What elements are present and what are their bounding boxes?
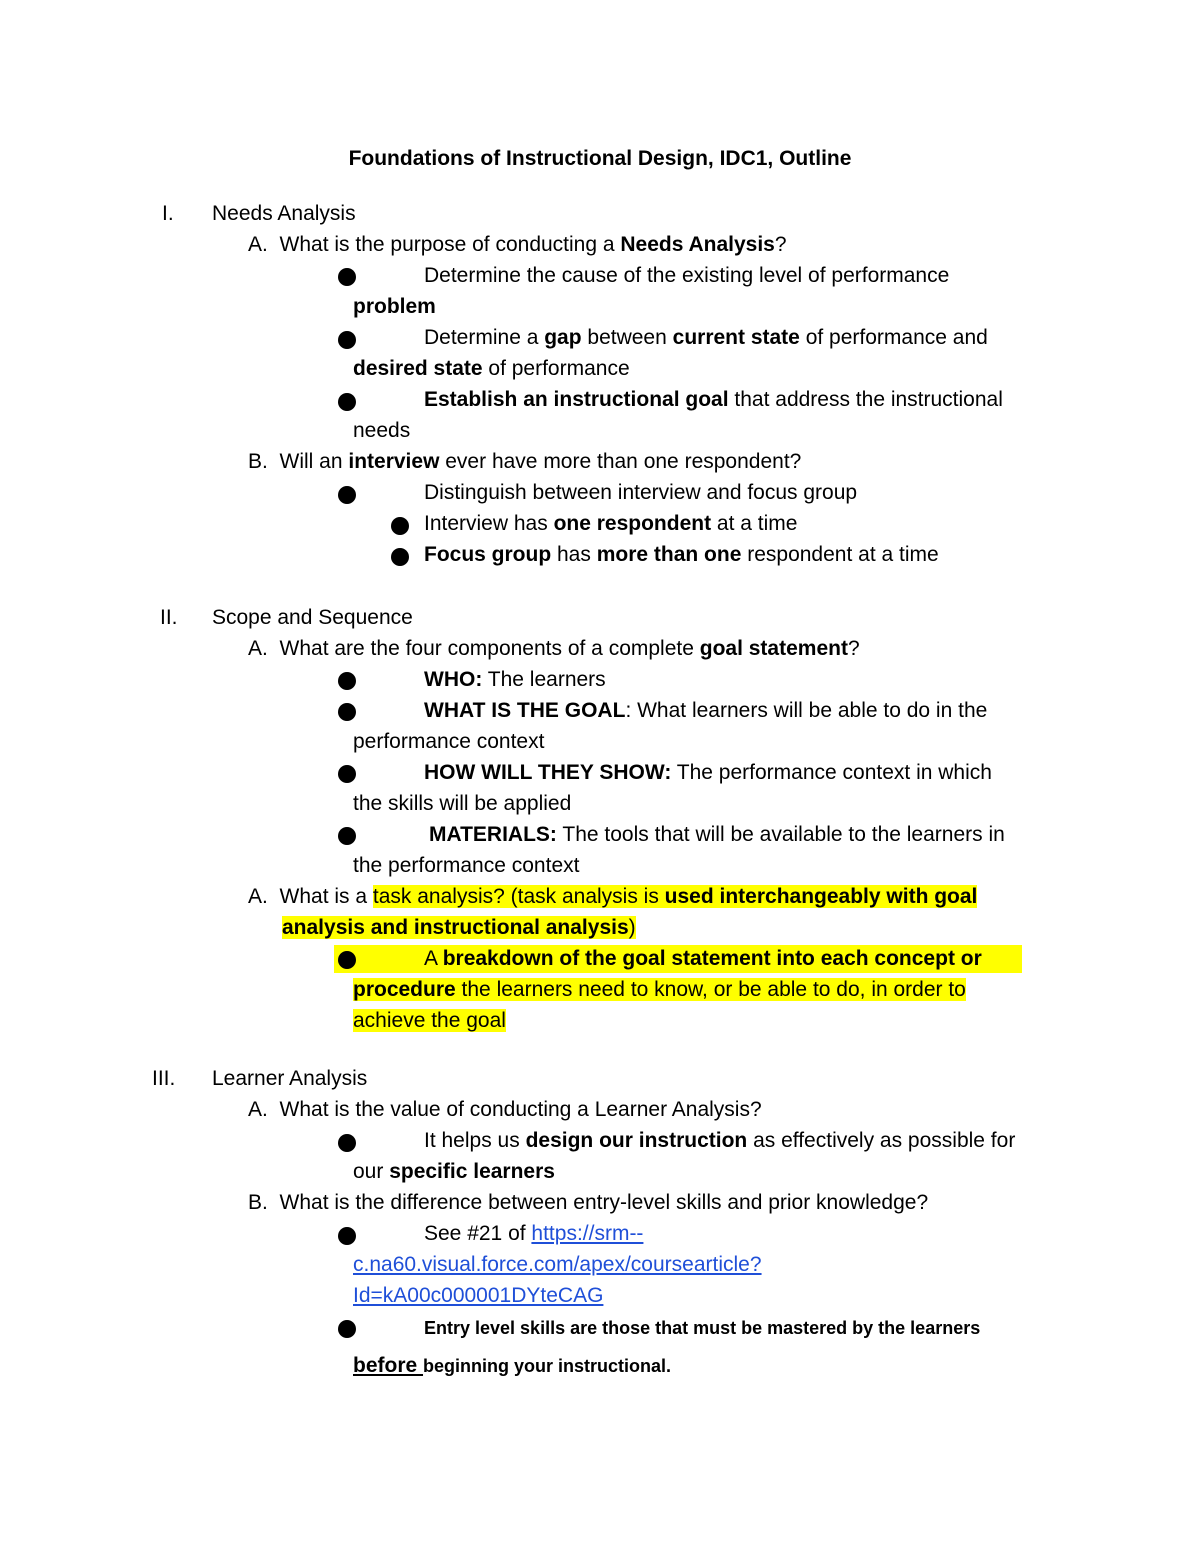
highlight: procedure the learners need to know, or be able to do, in order to (353, 978, 966, 1001)
bullet-icon (338, 765, 356, 783)
bullet-icon (391, 548, 409, 566)
bullet-text: needs (353, 419, 411, 442)
sub-bullet-text: Interview has one respondent at a time (424, 512, 798, 535)
bullet-icon (338, 1320, 356, 1338)
section-1-question-a: A. What is the purpose of conducting a Needs Analysis? (248, 233, 787, 256)
bullet-icon (391, 517, 409, 535)
section-2-heading: Scope and Sequence (212, 606, 413, 629)
section-1-number: I. (162, 202, 174, 225)
bullet-text (353, 1007, 506, 1035)
section-2-question-a2: A. What is a task analysis? (task analysis is used interchangeably with goal (248, 885, 978, 908)
bullet-text: the skills will be applied (353, 792, 572, 815)
section-2-question-a: A. What are the four components of a complete goal statement? (248, 637, 860, 660)
bullet-text: HOW WILL THEY SHOW: The performance context in which (424, 761, 992, 784)
bullet-text: See #21 of https://srm-- (424, 1222, 644, 1245)
bullet-text: the performance context (353, 854, 580, 877)
section-1-question-b: B. Will an interview ever have more than one respondent? (248, 450, 802, 473)
bullet-text: A breakdown of the goal statement into each concept or (424, 947, 982, 970)
bullet-text: Entry level skills are those that must be mastered by the learners (424, 1318, 981, 1338)
bullet-text: Establish an instructional goal that address the instructional (424, 388, 1003, 411)
bullet-icon (338, 672, 356, 690)
bullet-text: Determine the cause of the existing level of performance (424, 264, 950, 287)
bullet-icon (338, 486, 356, 504)
section-3-question-a: A. What is the value of conducting a Learner Analysis? (248, 1098, 762, 1121)
page-title: Foundations of Instructional Design, IDC1, Outline (348, 147, 852, 170)
highlight: task analysis? (task analysis is used interchangeably with goal (372, 885, 978, 908)
bullet-text: performance context (353, 730, 545, 753)
bullet-icon (338, 951, 356, 969)
bullet-text: It helps us design our instruction as effectively as possible for (424, 1129, 1016, 1152)
section-2-number: II. (160, 606, 178, 629)
bullet-icon (338, 331, 356, 349)
bullet-text: before beginning your instructional. (353, 1354, 672, 1377)
highlight: achieve the goal (353, 1009, 506, 1032)
bullet-text (353, 976, 966, 1004)
bullet-text: MATERIALS: The tools that will be available to the learners in (429, 823, 1005, 846)
course-article-link[interactable]: https://srm-- (531, 1222, 644, 1245)
bullet-text: Distinguish between interview and focus group (424, 481, 858, 504)
bullet-text: our specific learners (353, 1160, 555, 1183)
bullet-icon (338, 827, 356, 845)
bullet-text (353, 1251, 762, 1279)
course-article-link[interactable]: c.na60.visual.force.com/apex/coursearticle? (353, 1253, 762, 1276)
section-3-number: III. (152, 1067, 176, 1090)
course-article-link[interactable]: Id=kA00c000001DYteCAG (353, 1284, 604, 1307)
section-3-question-b: B. What is the difference between entry-level skills and prior knowledge? (248, 1191, 929, 1214)
bullet-text: Determine a gap between current state of performance and (424, 326, 988, 349)
section-3-heading: Learner Analysis (212, 1067, 368, 1090)
section-1-heading: Needs Analysis (212, 202, 356, 225)
highlight: analysis and instructional analysis) (282, 916, 636, 939)
section-2-question-a2-cont (282, 914, 636, 942)
bullet-icon (338, 268, 356, 286)
bullet-icon (338, 703, 356, 721)
bullet-text: WHAT IS THE GOAL: What learners will be able to do in the (424, 699, 988, 722)
bullet-icon (338, 393, 356, 411)
bullet-icon (338, 1227, 356, 1245)
sub-bullet-text: Focus group has more than one respondent at a time (424, 543, 939, 566)
bullet-text: WHO: The learners (424, 668, 606, 691)
bullet-text: problem (353, 295, 436, 318)
bullet-text: desired state of performance (353, 357, 630, 380)
bullet-text (353, 1282, 603, 1310)
bullet-icon (338, 1134, 356, 1152)
